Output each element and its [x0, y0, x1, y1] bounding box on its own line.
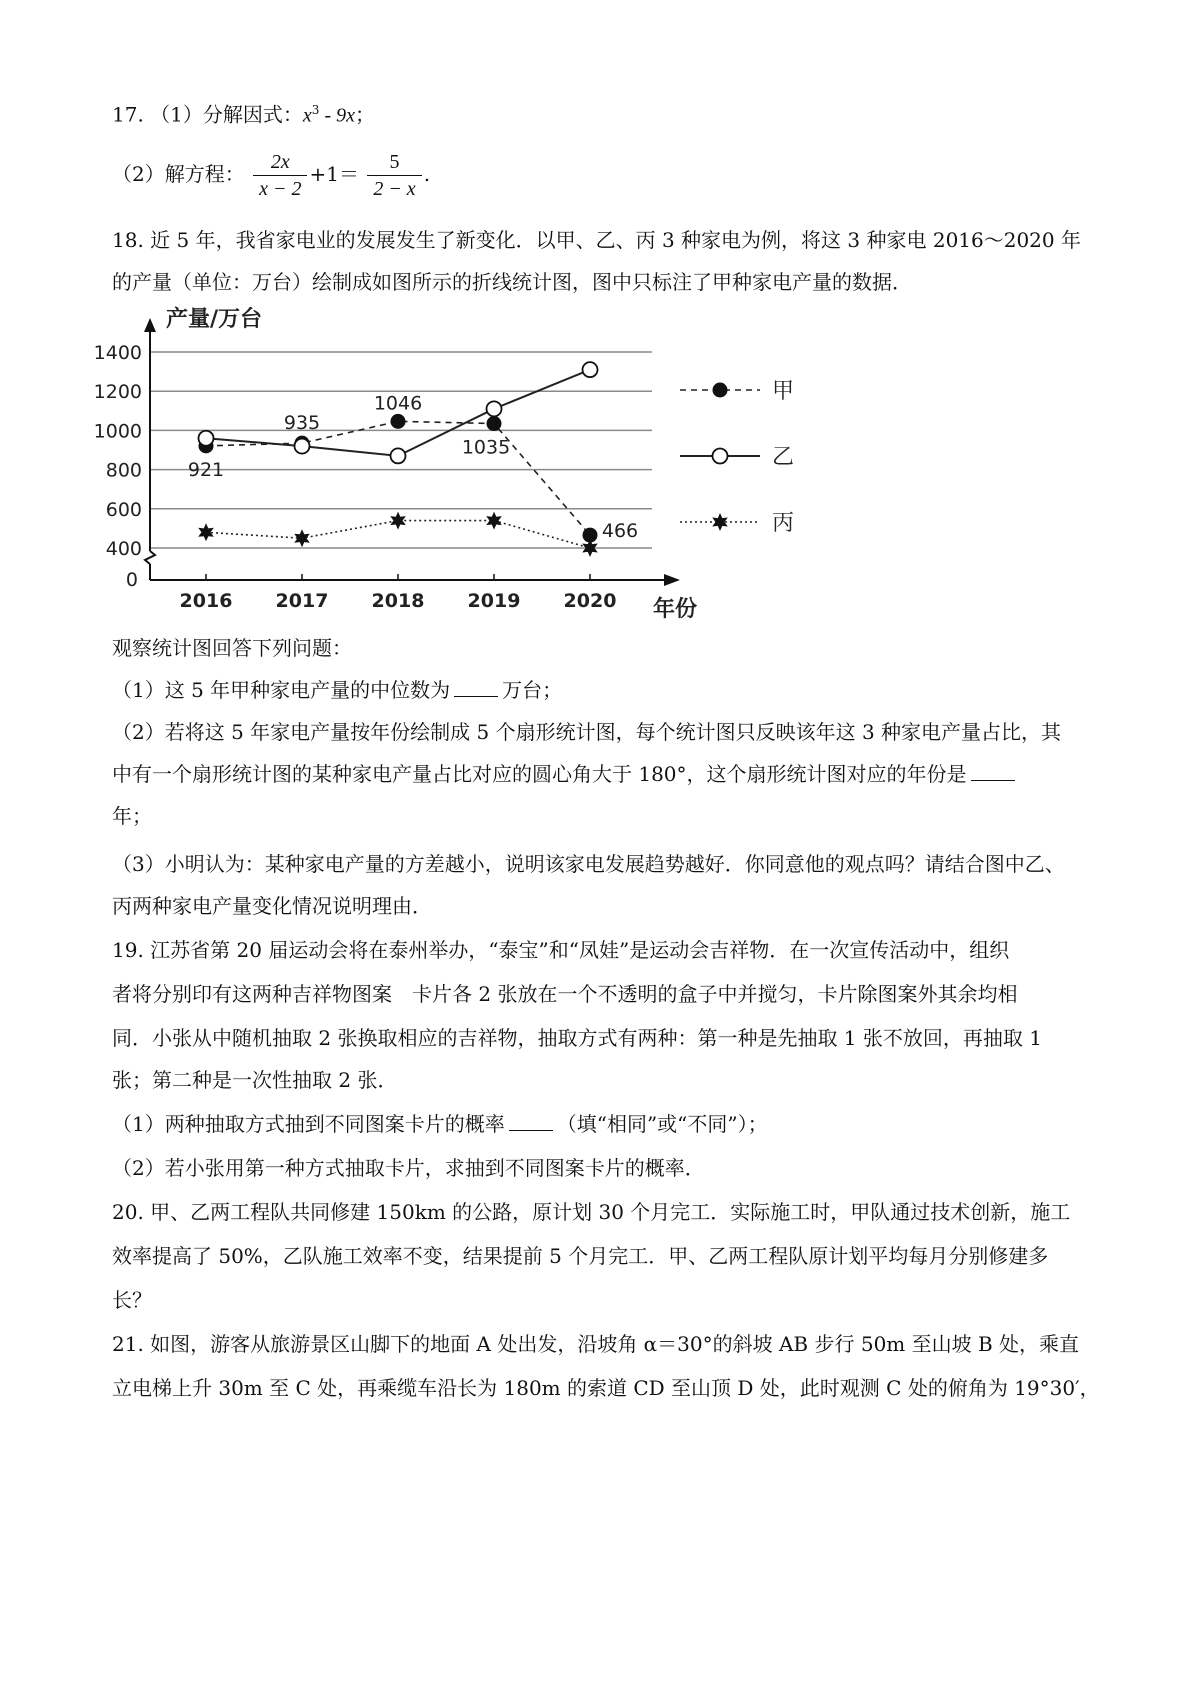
chart-axes	[94, 306, 697, 622]
fraction-2x-over-x-minus-2	[253, 149, 307, 202]
q18-part2-line1: （2）若将这 5 年家电产量按年份绘制成 5 个扇形统计图，每个统计图只反映该年这 3 种家电产量占比，其	[112, 720, 1062, 744]
q18-line1: 18. 近 5 年，我省家电业的发展发生了新变化．以甲、乙、丙 3 种家电为例，将这 3 种家电 2016～2020 年	[112, 228, 1081, 252]
data-label: 921	[187, 458, 225, 481]
x-tick-label: 2016	[179, 590, 233, 612]
q19-line1: 19. 江苏省第 20 届运动会将在泰州举办，“泰宝”和“凤娃”是运动会吉祥物．在一次宣传活动中，组织	[112, 938, 1010, 962]
q18-part1	[112, 676, 562, 704]
q19-line4: 张；第二种是一次性抽取 2 张．	[112, 1068, 398, 1092]
q21-line2: 立电梯上升 30m 至 C 处，再乘缆车沿长为 180m 的索道 CD 至山顶 D 处，此时观测 C 处的俯角为 19°30′，	[112, 1376, 1100, 1400]
q21-line1: 21. 如图，游客从旅游景区山脚下的地面 A 处出发，沿坡角 α＝30°的斜坡 AB 步行 50m 至山坡 B 处，乘直	[112, 1332, 1080, 1356]
data-point	[487, 416, 502, 431]
q18-line2: 的产量（单位：万台）绘制成如图所示的折线统计图，图中只标注了甲种家电产量的数据．	[112, 270, 912, 294]
x-axis-title: 年份	[653, 597, 698, 622]
q19-part1	[112, 1110, 768, 1138]
plus-one-equals: +1＝	[309, 162, 359, 186]
q18-instruction: 观察统计图回答下列问题：	[112, 636, 352, 660]
y-axis-title: 产量/万台	[166, 307, 263, 332]
y-tick-label: 600	[105, 498, 142, 521]
q18-part2-text: 中有一个扇形统计图的某种家电产量占比对应的圆心角大于 180°，这个扇形统计图对应的年份是	[112, 762, 967, 786]
chart-legend	[680, 379, 794, 536]
data-label: 466	[601, 520, 639, 543]
q19-line2: 者将分别印有这两种吉祥物图案 卡片各 2 张放在一个不透明的盒子中并搅匀，卡片除图案外其余均相	[112, 982, 1018, 1006]
data-label: 1035	[461, 436, 511, 459]
q19-line3: 同．小张从中随机抽取 2 张换取相应的吉祥物，抽取方式有两种：第一种是先抽取 1 张不放回，再抽取 1	[112, 1026, 1042, 1050]
y-tick-label: 0	[125, 569, 138, 591]
data-point	[391, 448, 406, 463]
y-tick-label: 400	[105, 538, 142, 560]
data-point	[199, 431, 214, 446]
axis-break-mark	[145, 551, 155, 564]
answer-blank[interactable]	[509, 1112, 553, 1131]
q17-part1-expr: x	[302, 104, 312, 127]
answer-blank[interactable]	[971, 762, 1015, 781]
q20-line3: 长？	[112, 1288, 152, 1312]
data-label: 1046	[373, 392, 423, 415]
q17-part2-label: （2）解方程：	[112, 162, 245, 186]
fraction-numerator: 5	[367, 149, 421, 176]
q19-part1-hint: （填“相同”或“不同”）；	[556, 1112, 768, 1136]
y-tick-label: 1400	[93, 342, 142, 364]
q18-part1-unit: 万台；	[502, 678, 563, 702]
data-point	[486, 512, 502, 530]
legend-label: 乙	[772, 445, 795, 470]
q17-part1	[112, 96, 375, 130]
answer-blank[interactable]	[454, 678, 498, 697]
x-tick-label: 2020	[563, 590, 617, 612]
q18-part3-line2: 丙两种家电产量变化情况说明理由．	[112, 894, 432, 918]
y-axis-arrow	[144, 318, 156, 332]
q17-part2-end: .	[423, 162, 431, 186]
fraction-denominator: 2 − x	[373, 178, 416, 200]
q17-part1-label: （1）分解因式：	[150, 102, 303, 127]
line-chart	[93, 307, 820, 628]
data-point	[295, 439, 310, 454]
data-point	[583, 362, 598, 377]
data-label: 935	[283, 412, 321, 435]
x-tick-label: 2018	[371, 590, 425, 612]
data-point	[390, 512, 406, 530]
legend-marker	[713, 449, 728, 464]
q20-line1: 20. 甲、乙两工程队共同修建 150km 的公路，原计划 30 个月完工．实际施工时，甲队通过技术创新，施工	[112, 1200, 1071, 1224]
q19-part2: （2）若小张用第一种方式抽取卡片，求抽到不同图案卡片的概率．	[112, 1156, 705, 1180]
q17-part1-exp: 3	[311, 103, 320, 117]
q19-part1-text: （1）两种抽取方式抽到不同图案卡片的概率	[112, 1112, 505, 1136]
q17-number: 17.	[112, 102, 144, 127]
x-tick-label: 2017	[275, 590, 329, 612]
q18-part2-line2	[112, 760, 1019, 788]
q17-part1-rest: - 9x	[319, 104, 355, 127]
fraction-numerator: 2x	[253, 149, 307, 176]
fraction-denominator: x − 2	[259, 178, 302, 200]
q20-line2: 效率提高了 50%，乙队施工效率不变，结果提前 5 个月完工．甲、乙两工程队原计划平均每月分别修建多	[112, 1244, 1049, 1268]
fraction-5-over-2-minus-x	[367, 149, 421, 202]
q17-part1-end: ；	[354, 102, 375, 127]
q18-part2-line3: 年；	[112, 804, 152, 828]
q17-part2	[112, 146, 430, 202]
q18-part1-text: （1）这 5 年甲种家电产量的中位数为	[112, 678, 451, 702]
legend-marker	[713, 383, 728, 398]
data-point	[487, 401, 502, 416]
y-tick-label: 1000	[93, 420, 142, 443]
data-point	[391, 414, 406, 429]
x-axis-arrow	[664, 574, 680, 586]
legend-label: 甲	[772, 379, 795, 404]
x-tick-label: 2019	[467, 590, 521, 612]
legend-label: 丙	[772, 511, 795, 536]
y-tick-label: 1200	[93, 381, 142, 404]
y-tick-label: 800	[105, 459, 142, 482]
q18-part3-line1: （3）小明认为：某种家电产量的方差越小，说明该家电发展趋势越好．你同意他的观点吗？请结合图中乙、	[112, 852, 1065, 876]
